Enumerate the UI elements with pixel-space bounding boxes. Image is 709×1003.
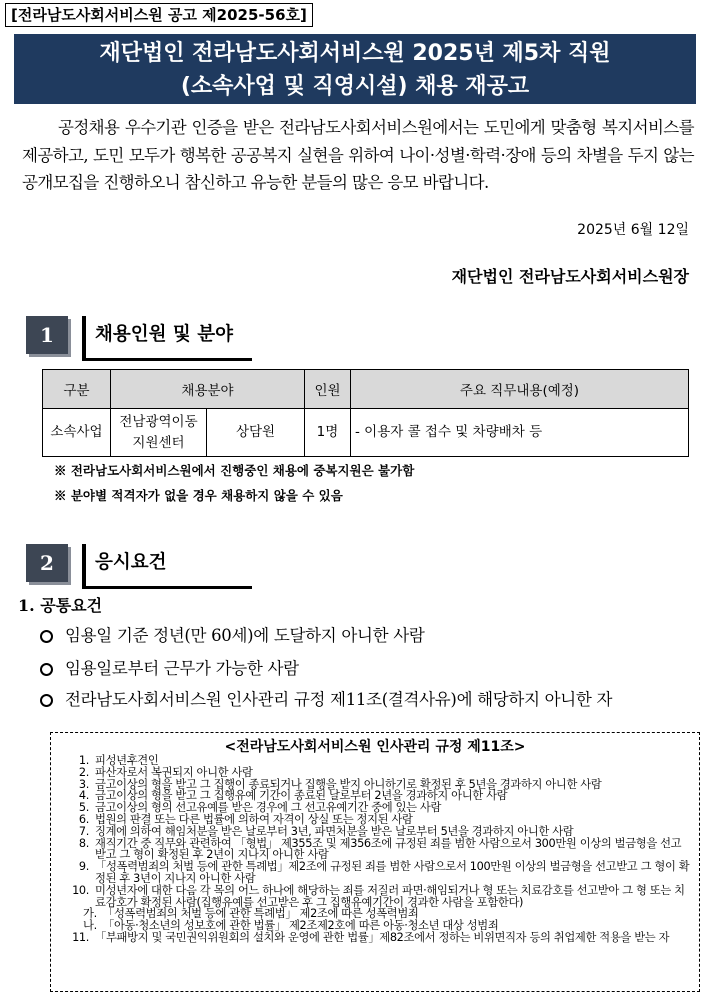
list-item: [67, 932, 691, 944]
section-2-title: 응시요건: [95, 552, 167, 573]
item-text: 「부패방지 및 국민권익위원회의 설치와 운영에 관한 법률」제82조에서 정하는 비위면직자 등의 취업제한 적용을 받는 자: [95, 930, 670, 944]
title-banner: [14, 34, 696, 104]
requirement-text: 임용일 기준 정년(만 60세)에 도달하지 아니한 사람: [65, 626, 425, 645]
note-duplicate: ※ 전라남도사회서비스원에서 진행중인 채용에 중복지원은 불가함: [54, 463, 415, 478]
requirement-item: [40, 686, 612, 710]
item-number: 8.: [78, 836, 89, 850]
list-item: [67, 861, 691, 885]
issuer: 재단법인 전라남도사회서비스원장: [451, 267, 689, 286]
notice-number: [전라남도사회서비스원 공고 제2025-56호]: [5, 3, 313, 27]
section-1-divider: [82, 316, 86, 360]
section-1-number: 1: [26, 316, 68, 354]
header-field: 채용분야: [111, 370, 305, 409]
section-1-title: 채용인원 및 분야: [95, 324, 233, 345]
header-count: 인원: [305, 370, 351, 409]
intro-paragraph: [22, 114, 694, 197]
list-item: [67, 885, 691, 909]
item-number: 9.: [78, 860, 89, 874]
item-number: 7.: [78, 824, 89, 838]
header-category: 구분: [43, 370, 111, 409]
section-2-number: 2: [26, 544, 68, 582]
cell-category: 소속사업: [43, 409, 111, 457]
cell-duties: - 이용자 콜 접수 및 차량배차 등: [351, 409, 689, 457]
item-number: 6.: [78, 812, 89, 826]
subitem-text: 「성폭력범죄의 처벌 등에 관한 특례법」 제2조에 따른 성폭력범죄: [103, 907, 419, 921]
regulation-title: <전라남도사회서비스원 인사관리 규정 제11조>: [224, 739, 526, 755]
subitem-text: 「아동·청소년의 성보호에 관한 법률」 제2조제2호에 따른 아동·청소년 대상 성범죄: [103, 919, 499, 933]
circle-bullet-icon: [40, 694, 53, 707]
item-text: 법원의 판결 또는 다른 법률에 의하여 자격이 상실 또는 정지된 사람: [95, 812, 413, 826]
intro-text: 공정채용 우수기관 인증을 받은 전라남도사회서비스원에서는 도민에게 맞춤형 복지서비스를 제공하고, 도민 모두가 행복한 공공복지 실현을 위하여 나이·성별·학력·장애 등의 차별을 두지 않는 공개모집을 진행하오니 참신하고 유능한 분들의 많은 응모 바랍니다.: [22, 118, 694, 192]
item-text: 파산자로서 복권되지 아니한 사람: [95, 765, 253, 779]
item-text: 「성폭력범죄의 처벌 등에 관한 특례법」제2조에 규정된 죄를 범한 사람으로서 100만원 이상의 벌금형을 선고받고 그 형이 확정된 후 3년이 지나지 아니한 사람: [95, 860, 690, 885]
cell-count: 1명: [305, 409, 351, 457]
item-text: 피성년후견인: [95, 754, 159, 767]
item-text: 금고이상의 형을 받고 그 집행이 종료되거나 집행을 받지 아니하기로 확정된 후 5년을 경과하지 아니한 사람: [95, 777, 602, 791]
header-duties: 주요 직무내용(예정): [351, 370, 689, 409]
regulation-box: [50, 732, 700, 992]
cell-field-role: 상담원: [207, 409, 305, 457]
list-item: [67, 767, 691, 779]
requirement-text: 임용일로부터 근무가 가능한 사람: [65, 659, 299, 678]
title-line-2: (소속사업 및 직영시설) 채용 재공고: [180, 74, 530, 99]
item-text: 금고이상의 형의 선고유예를 받은 경우에 그 선고유예기간 중에 있는 사람: [95, 801, 442, 815]
subsection-common: 1. 공통요건: [18, 596, 103, 615]
item-number: 2.: [78, 765, 89, 779]
list-item: [67, 814, 691, 826]
section-2-divider: [82, 544, 86, 588]
item-number: 5.: [78, 801, 89, 815]
item-text: 재직기간 중 직무와 관련하여 「형법」 제355조 및 제356조에 규정된 죄를 범한 사람으로서 300만원 이상의 벌금형을 선고받고 그 형이 확정된 후 2년이 지나지 아니한 사람: [95, 836, 682, 862]
item-number: 10.: [72, 883, 89, 897]
list-item: [67, 838, 691, 862]
note-no-qualified: ※ 분야별 적격자가 없을 경우 채용하지 않을 수 있음: [54, 488, 343, 503]
circle-bullet-icon: [40, 630, 53, 643]
subitem-marker: 나.: [83, 919, 97, 933]
list-item: [67, 826, 691, 838]
requirement-item: [40, 655, 299, 679]
recruitment-table: [42, 369, 689, 457]
regulation-list: [67, 755, 691, 944]
table-row: [43, 409, 689, 457]
requirement-item: [40, 622, 424, 646]
item-number: 11.: [72, 930, 89, 944]
section-2-underline: [82, 586, 252, 589]
item-text: 징계에 의하여 해임처분을 받은 날로부터 3년, 파면처분을 받은 날로부터 5년을 경과하지 아니한 사람: [95, 824, 574, 838]
item-number: 3.: [78, 777, 89, 791]
subitem-marker: 가.: [83, 907, 97, 921]
section-1-underline: [82, 358, 252, 361]
circle-bullet-icon: [40, 663, 53, 676]
item-text: 금고이상의 형을 받고 그 집행유예 기간이 종료된 날로부터 2년을 경과하지 아니한 사람: [95, 789, 508, 803]
requirement-text: 전라남도사회서비스원 인사관리 규정 제11조(결격사유)에 해당하지 아니한 자: [65, 690, 613, 709]
title-line-1: 재단법인 전라남도사회서비스원 2025년 제5차 직원: [99, 41, 611, 66]
item-text: 미성년자에 대한 다음 각 목의 어느 하나에 해당하는 죄를 저질러 파면·해임되거나 형 또는 치료감호를 선고받아 그 형 또는 치료감호가 확정된 사람(집행유예를 선고받은 후 그 집행유예기간이 경과한 사람을 포함한다): [95, 883, 685, 909]
item-number: 4.: [78, 789, 89, 803]
notice-date: 2025년 6월 12일: [577, 222, 689, 238]
table-header-row: [43, 370, 689, 409]
item-number: 1.: [78, 754, 89, 767]
cell-field-org: 전남광역이동지원센터: [111, 409, 207, 457]
